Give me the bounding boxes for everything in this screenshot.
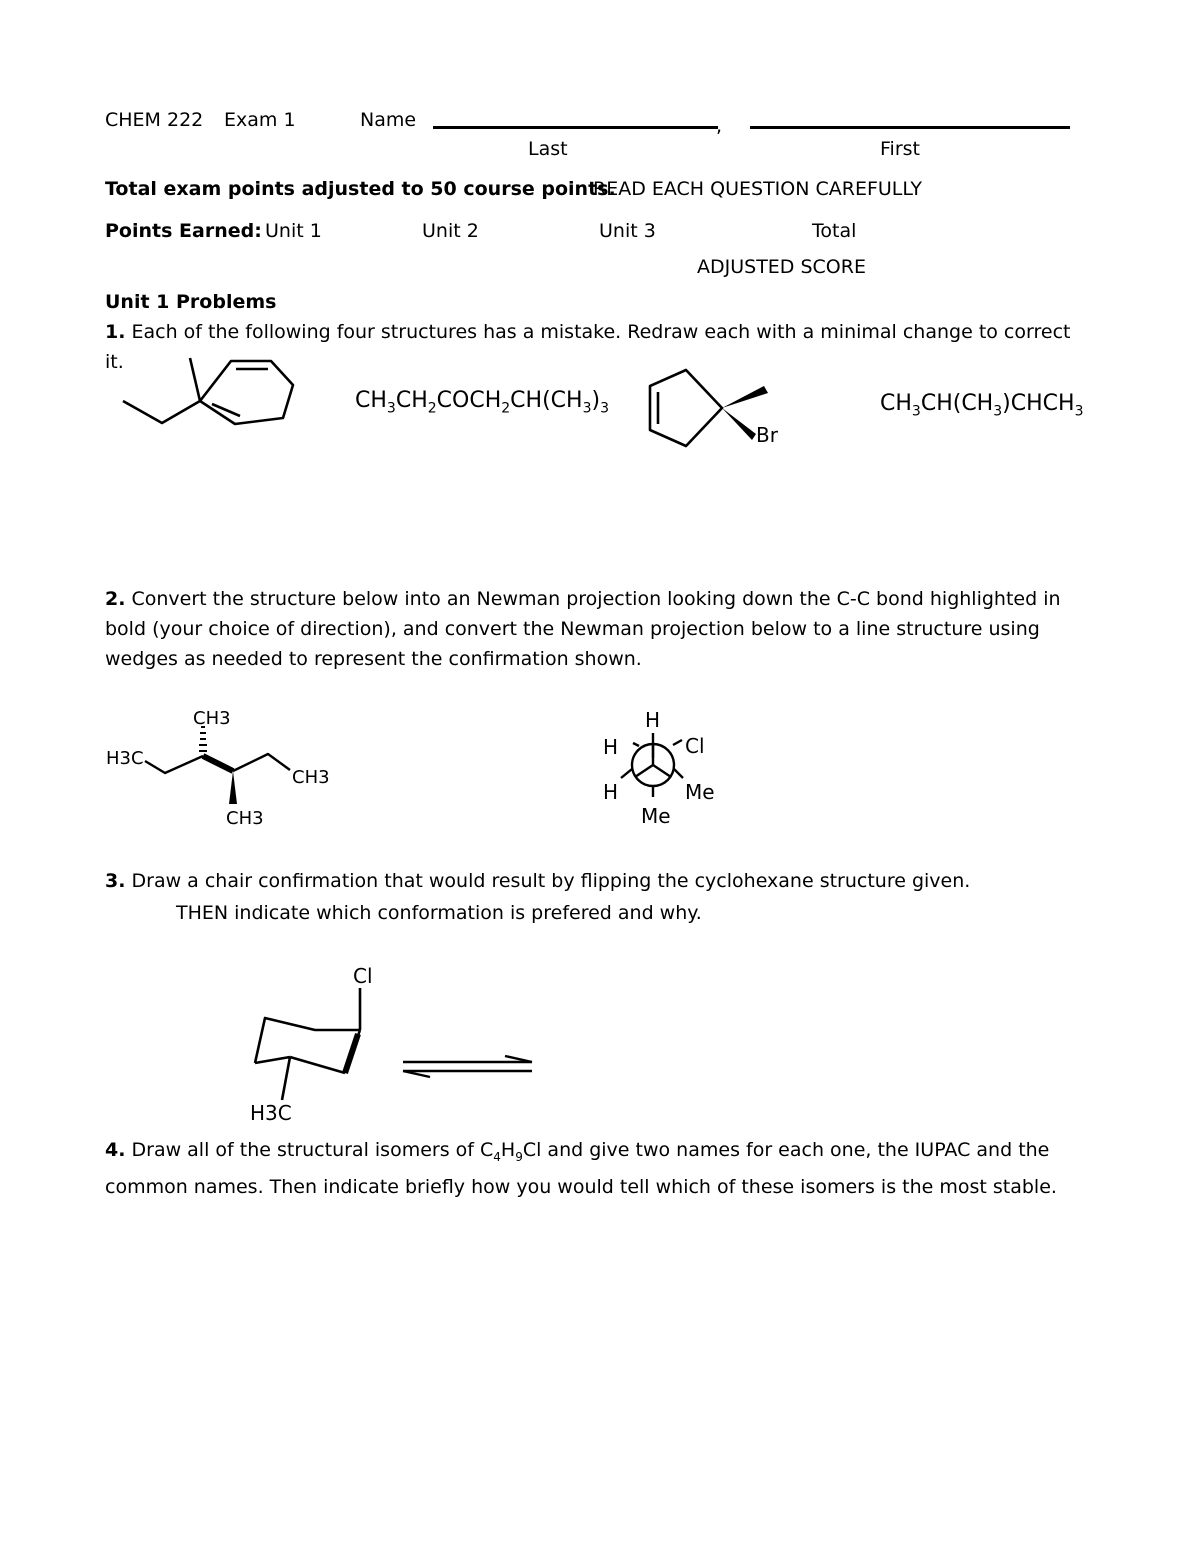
section-title: Unit 1 Problems [105,291,277,313]
question-2 [105,584,1095,674]
ch3-bottom-label: CH3 [226,808,264,829]
structure-bromocyclopentene [642,360,792,460]
equilibrium-arrows-icon [403,1056,532,1077]
newman-top: H [645,708,661,732]
question-4: 4. Draw all of the structural isomers of $C_4H_9Cl$ and give two names for each one, the IUPAC and the common names. Then indicate briefly how you would tell which of these isomers is the most stable. [105,1139,1057,1198]
first-name-field[interactable] [750,126,1070,129]
h3c-label: H3C [106,748,144,769]
last-name-field[interactable] [433,126,718,129]
question-number: 3. [105,870,126,892]
question-number: 2. [105,588,126,610]
unit2-label: Unit 2 [422,220,479,242]
formula-d: $CH_3CH(CH_3)CHCH_3$ [880,391,1084,420]
name-comma: , [716,115,723,137]
question-number: 4. [105,1139,126,1161]
question-number: 1. [105,321,126,343]
first-label: First [880,138,920,160]
last-label: Last [528,138,568,160]
newman-lower-right: Me [685,780,715,804]
points-earned-label: Points Earned: [105,220,262,242]
exam-title: Exam 1 [224,109,296,131]
ch3-top-label: CH3 [193,708,231,729]
unit3-label: Unit 3 [599,220,656,242]
question-text: Convert the structure below into an Newman projection looking down the C-C bond highlighted in bold (your choice of direction), and convert the Newman projection below to a line structure using wedges as needed to represent the confirmation shown. [105,588,1061,670]
ch3-right-label: CH3 [292,767,330,788]
structure-cycloheptene [115,352,305,432]
newman-lower-left: H [603,780,619,804]
total-label: Total [812,220,857,242]
unit1-label: Unit 1 [265,220,322,242]
question-text: Draw a chair confirmation that would result by flipping the cyclohexane structure given. [131,870,971,892]
formula-b: $CH_3CH_2COCH_2CH(CH_3)_3$ [355,388,610,417]
methyl-label: H3C [250,1101,292,1125]
question-3-followup: THEN indicate which conformation is prefered and why. [176,902,702,924]
newman-bottom: Me [641,804,671,828]
points-note: Total exam points adjusted to 50 course points. [105,178,616,200]
question-text: Each of the following four structures has a mistake. Redraw each with a minimal change to correct it. [105,321,1071,373]
course-code: CHEM 222 [105,109,204,131]
newman-projection [595,705,725,830]
chair-cyclohexane [240,960,550,1130]
read-note: READ EACH QUESTION CAREFULLY [593,178,923,200]
newman-upper-left: H [603,735,619,759]
chlorine-label: Cl [353,964,373,988]
adjusted-score-label: ADJUSTED SCORE [697,256,866,278]
newman-upper-right: Cl [685,734,705,758]
name-label: Name [360,109,417,131]
bromine-label: Br [756,423,778,447]
structure-dimethylhexane [100,700,340,835]
question-3 [105,866,1095,896]
bold-bond [203,756,233,771]
